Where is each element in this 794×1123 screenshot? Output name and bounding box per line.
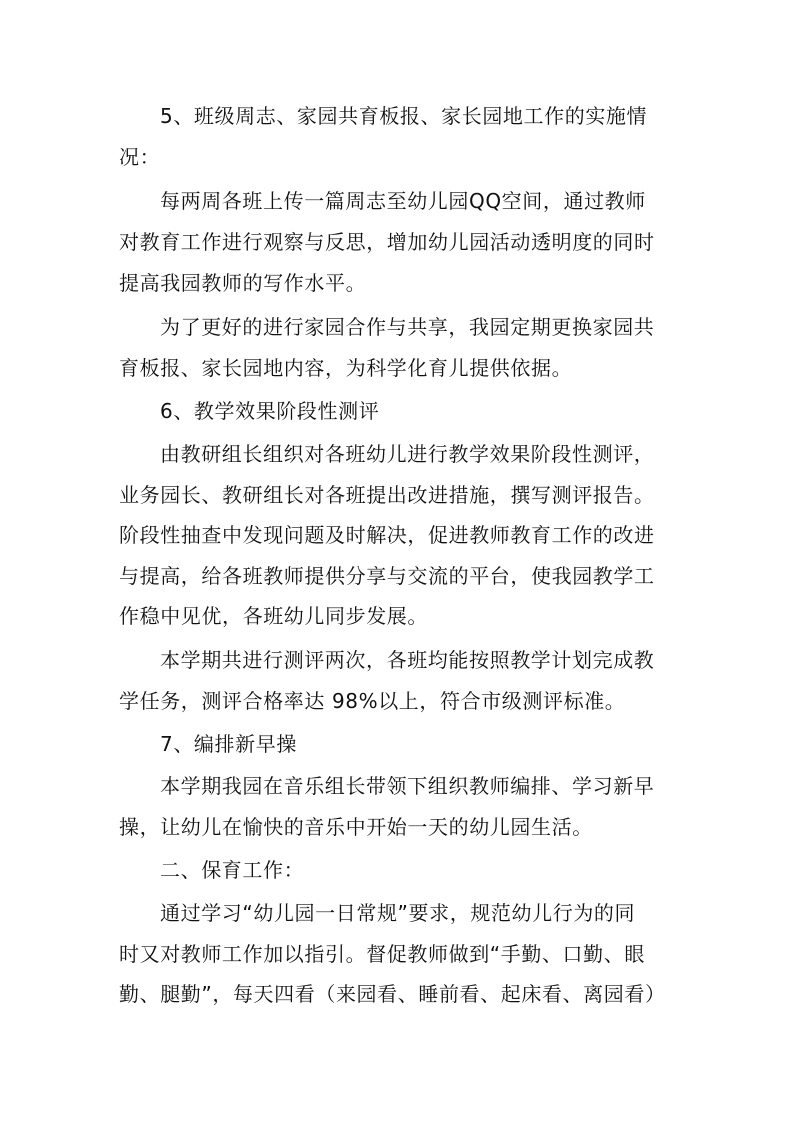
text-line: 通过学习“幼儿园一日常规”要求，规范幼儿行为的同 xyxy=(160,901,636,925)
text-line: 时又对教师工作加以指引。督促教师做到“手勤、口勤、眼 xyxy=(119,942,645,966)
text-line: 阶段性抽查中发现问题及时解决，促进教师教育工作的改进 xyxy=(119,523,655,547)
section-heading: 7、编排新早操 xyxy=(160,732,297,756)
text-line: 对教育工作进行观察与反思，增加幼儿园活动透明度的同时 xyxy=(119,230,655,254)
text-line: 为了更好的进行家园合作与共享，我园定期更换家园共 xyxy=(160,315,655,339)
section-heading: 二、保育工作： xyxy=(160,858,305,882)
text-line: 5、班级周志、家园共育板报、家长园地工作的实施情 xyxy=(160,104,648,128)
text-line: 本学期我园在音乐组长带领下组织教师编排、学习新早 xyxy=(160,774,655,798)
text-line: 与提高，给各班教师提供分享与交流的平台，使我园教学工 xyxy=(119,564,655,588)
text-line: 每两周各班上传一篇周志至幼儿园QQ空间，通过教师 xyxy=(160,189,646,213)
text-line: 况： xyxy=(119,145,161,169)
text-line: 作稳中见优，各班幼儿同步发展。 xyxy=(119,604,428,628)
text-line: 由教研组长组织对各班幼儿进行教学效果阶段性测评， xyxy=(160,442,655,466)
text-line: 本学期共进行测评两次，各班均能按照教学计划完成教 xyxy=(160,648,655,672)
text-line: 提高我园教师的写作水平。 xyxy=(119,271,367,295)
section-heading: 6、教学效果阶段性测评 xyxy=(160,399,380,423)
text-line: 育板报、家长园地内容，为科学化育儿提供依据。 xyxy=(119,356,573,380)
text-line: 勤、腿勤”，每天四看（来园看、睡前看、起床看、离园看） xyxy=(119,982,666,1006)
text-line: 操，让幼儿在愉快的音乐中开始一天的幼儿园生活。 xyxy=(119,815,593,839)
text-line: 业务园长、教研组长对各班提出改进措施，撰写测评报告。 xyxy=(119,483,655,507)
text-line: 学任务，测评合格率达 98%以上，符合市级测评标准。 xyxy=(119,689,626,713)
